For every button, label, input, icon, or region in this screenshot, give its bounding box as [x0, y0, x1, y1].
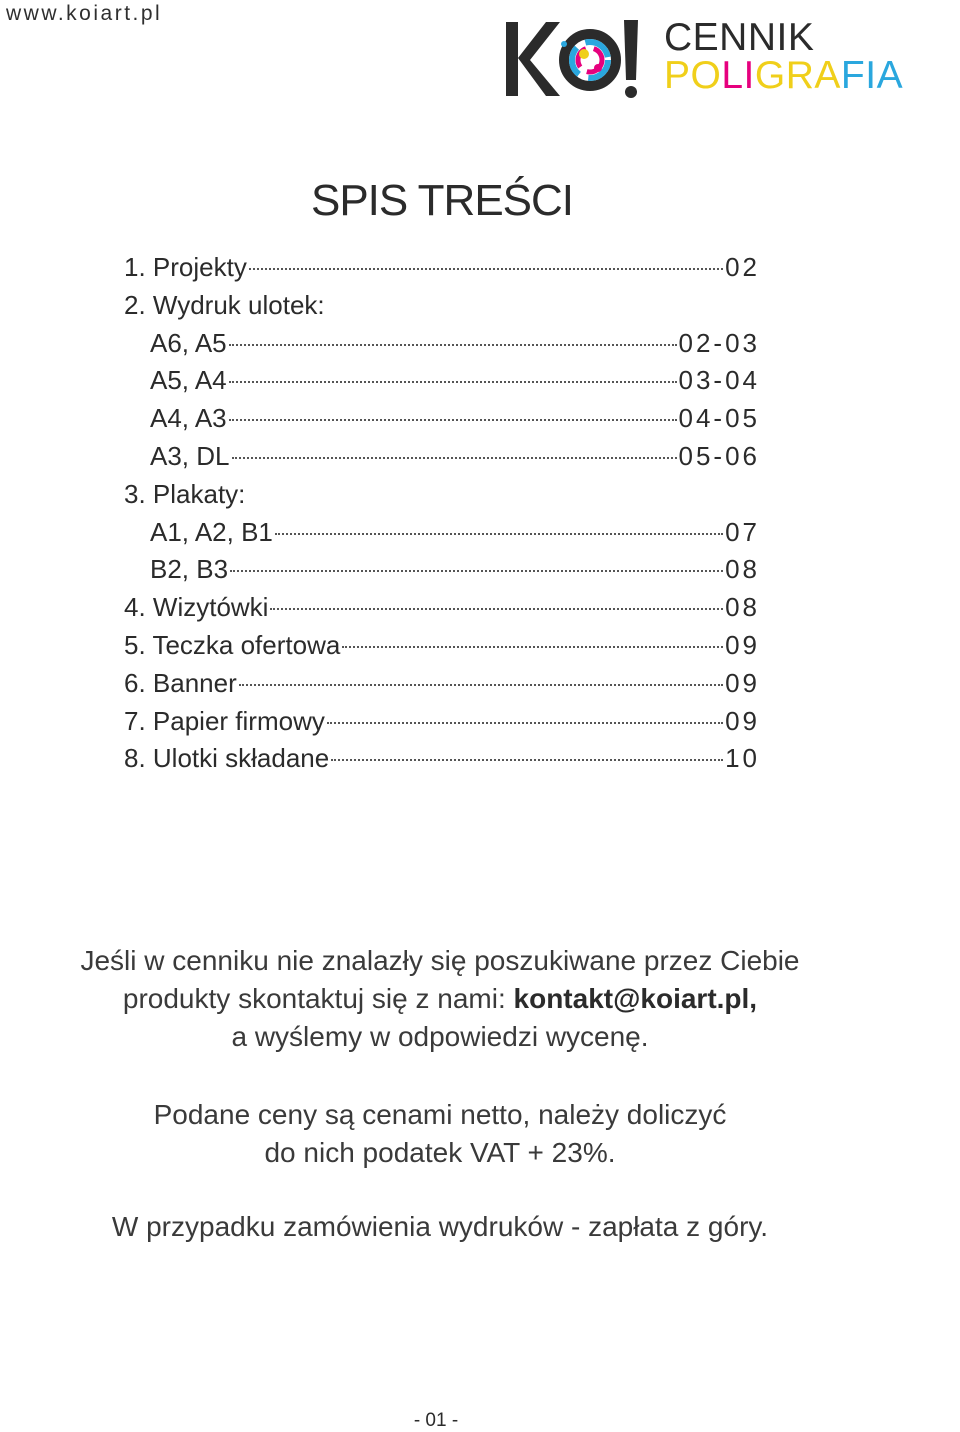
toc-item-page: 09	[725, 705, 760, 736]
toc-item-page: 09	[725, 667, 760, 698]
toc-item-label: 4. Wizytówki	[124, 592, 269, 623]
toc-item[interactable]	[124, 630, 760, 668]
title-cennik: CENNIK	[664, 16, 815, 59]
toc-item-label: 2. Wydruk ulotek:	[124, 289, 325, 320]
toc-item-page: 02	[725, 252, 760, 282]
toc-item[interactable]	[124, 668, 760, 706]
toc-item[interactable]	[124, 592, 760, 630]
toc-item-page: 08	[725, 592, 760, 623]
toc-item-label: A4, A3	[150, 403, 227, 434]
toc-item-label: 5. Teczka ofertowa	[124, 629, 341, 660]
toc-item-page: 02-03	[678, 327, 760, 358]
toc-item[interactable]	[124, 290, 760, 328]
title-poligrafia	[664, 56, 903, 95]
toc-item-label: A3, DL	[150, 440, 230, 471]
toc-item-label: 3. Plakaty:	[124, 478, 246, 509]
toc-item-page: 05-06	[678, 440, 760, 471]
title-segment: PO	[664, 54, 722, 97]
vat-note	[40, 1096, 840, 1172]
vat-line-2: do nich podatek VAT + 23%.	[264, 1137, 616, 1168]
logo-title	[664, 18, 903, 95]
toc-dot-leader	[229, 419, 677, 421]
table-of-contents	[124, 252, 760, 781]
toc-item-page: 08	[725, 554, 760, 585]
toc-item-label: 7. Papier firmowy	[124, 705, 325, 736]
toc-dot-leader	[342, 646, 723, 648]
toc-dot-leader	[249, 268, 723, 270]
toc-item-label: 1. Projekty	[124, 252, 247, 282]
toc-item-label: A1, A2, B1	[150, 516, 273, 547]
toc-dot-leader	[232, 457, 677, 459]
toc-item[interactable]	[124, 441, 760, 479]
toc-item-page: 04-05	[678, 403, 760, 434]
koi-logo-mark	[504, 14, 644, 100]
toc-dot-leader	[327, 722, 723, 724]
toc-dot-leader	[270, 608, 723, 610]
page-number: - 01 -	[413, 1410, 459, 1431]
toc-dot-leader	[239, 684, 723, 686]
toc-item[interactable]	[124, 743, 760, 781]
koi-logo	[504, 14, 644, 100]
toc-title: SPIS TREŚCI	[310, 176, 574, 225]
toc-item-label: A6, A5	[150, 327, 227, 358]
contact-line-1: Jeśli w cenniku nie znalazły się poszukiwane przez Ciebie	[80, 945, 800, 976]
toc-item-page: 03-04	[678, 365, 760, 396]
contact-email-link[interactable]: kontakt@koiart.pl,	[513, 983, 758, 1014]
toc-item[interactable]	[124, 365, 760, 403]
toc-item[interactable]	[124, 554, 760, 592]
toc-item-label: 6. Banner	[124, 667, 237, 698]
contact-line-3: a wyślemy w odpowiedzi wycenę.	[231, 1021, 649, 1052]
contact-note	[40, 942, 840, 1056]
toc-item[interactable]	[124, 706, 760, 744]
toc-item-label: 8. Ulotki składane	[124, 743, 330, 774]
toc-item[interactable]	[124, 403, 760, 441]
toc-item[interactable]	[124, 479, 760, 517]
vat-line-1: Podane ceny są cenami netto, należy doliczyć	[153, 1099, 727, 1130]
site-url[interactable]: www.koiart.pl	[6, 2, 163, 25]
toc-dot-leader	[230, 570, 723, 572]
title-segment: LI	[721, 54, 755, 97]
notes	[40, 942, 840, 1282]
toc-item-page: 09	[725, 629, 760, 660]
toc-item[interactable]	[124, 328, 760, 366]
toc-dot-leader	[229, 344, 677, 346]
contact-line-2: produkty skontaktuj się z nami:	[122, 983, 514, 1014]
toc-item[interactable]	[124, 252, 760, 290]
title-segment: GRA	[754, 54, 841, 97]
toc-item[interactable]	[124, 517, 760, 555]
payment-note: W przypadku zamówienia wydruków - zapłata z góry.	[111, 1211, 769, 1242]
toc-item-page: 07	[725, 516, 760, 547]
toc-item-label: B2, B3	[150, 554, 229, 585]
toc-item-label: A5, A4	[150, 365, 227, 396]
toc-dot-leader	[275, 533, 723, 535]
toc-dot-leader	[229, 381, 677, 383]
toc-dot-leader	[331, 759, 723, 761]
title-segment: FIA	[840, 54, 904, 97]
toc-item-page: 10	[725, 743, 760, 774]
